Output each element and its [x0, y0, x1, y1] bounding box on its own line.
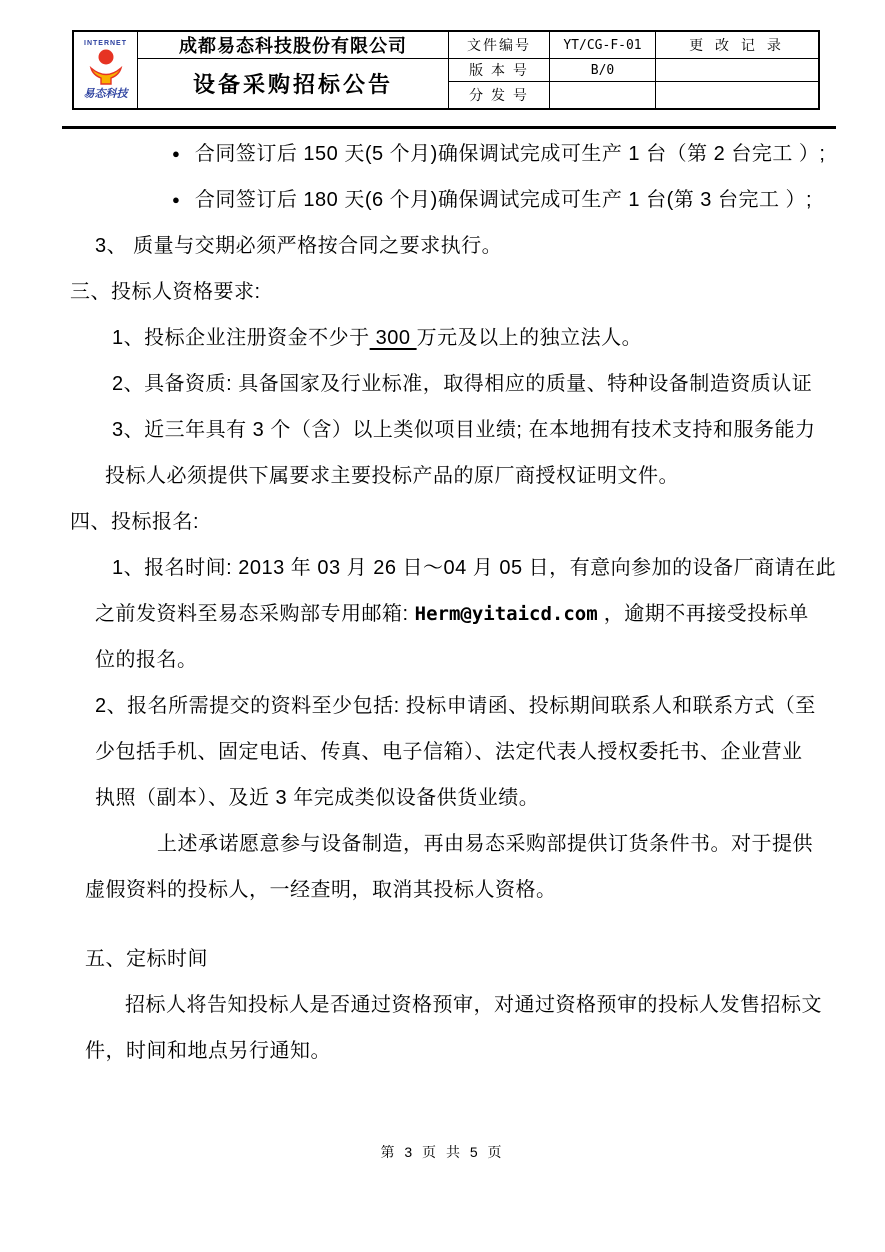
doc-line [0, 591, 885, 637]
bullet-line [0, 177, 885, 223]
underlined-value: 300 [369, 327, 417, 349]
text-run: 1、报名时间: 2013 年 03 月 26 日～04 月 05 日，有意向参加的设备厂商请在此 [112, 557, 837, 579]
distribution-label: 分 发 号 [449, 82, 550, 109]
doc-line [0, 269, 885, 315]
logo-torch-icon [86, 48, 126, 88]
version-label: 版 本 号 [449, 59, 550, 82]
bullet-line [0, 131, 885, 177]
logo-brand-text: 易态科技 [83, 87, 128, 100]
change-record-cell-empty [656, 82, 820, 109]
doc-line [0, 729, 885, 775]
page-number-text: 第 3 页 共 5 页 [380, 1144, 505, 1160]
doc-line [0, 453, 885, 499]
text-run: 投标人必须提供下属要求主要投标产品的原厂商授权证明文件。 [105, 465, 679, 487]
change-record-title: 更 改 记 录 [656, 31, 820, 59]
text-run: 3、近三年具有 3 个（含）以上类似项目业绩; 在本地拥有技术支持和服务能力 [112, 419, 816, 441]
doc-line [0, 1028, 885, 1074]
doc-number-value: YT/CG-F-01 [550, 31, 656, 59]
company-name: 成都易态科技股份有限公司 [138, 31, 449, 59]
doc-line [0, 683, 885, 729]
document-body [0, 131, 885, 1074]
text-run: 招标人将告知投标人是否通过资格预审，对通过资格预审的投标人发售招标文 [125, 994, 822, 1016]
change-record-cell-empty [656, 59, 820, 82]
doc-line [0, 407, 885, 453]
header-divider [62, 126, 836, 129]
doc-line [0, 775, 885, 821]
text-run: 3、 质量与交期必须严格按合同之要求执行。 [95, 235, 503, 257]
doc-line [0, 361, 885, 407]
text-run: ，逾期不再接受投标单 [597, 603, 809, 625]
distribution-value [550, 82, 656, 109]
text-run: 五、定标时间 [85, 948, 208, 970]
text-run: 合同签订后 180 天(6 个月)确保调试完成可生产 1 台(第 3 台完工 ）; [194, 189, 813, 211]
text-run: 件，时间和地点另行通知。 [85, 1040, 331, 1062]
doc-number-label: 文件编号 [449, 31, 550, 59]
doc-line [0, 545, 885, 591]
company-logo [73, 31, 138, 109]
logo-box [74, 38, 137, 102]
email-text: Herm@yitaicd.com [414, 603, 598, 625]
bullet-icon: ● [172, 192, 180, 207]
doc-line [0, 982, 885, 1028]
doc-line [0, 223, 885, 269]
text-run: 2、具备资质: 具备国家及行业标准，取得相应的质量、特种设备制造资质认证 [112, 373, 813, 395]
doc-line [0, 821, 885, 867]
logo-internet-text: INTERNET [84, 39, 127, 47]
bullet-icon: ● [172, 146, 180, 161]
doc-line [0, 315, 885, 361]
text-run: 合同签订后 150 天(5 个月)确保调试完成可生产 1 台（第 2 台完工 ）; [194, 143, 826, 165]
document-header-table [72, 30, 820, 110]
text-run: 2、报名所需提交的资料至少包括: 投标申请函、投标期间联系人和联系方式（至 [95, 695, 816, 717]
doc-line [0, 867, 885, 913]
doc-title: 设备采购招标公告 [138, 59, 449, 109]
doc-line [0, 499, 885, 545]
doc-line [0, 936, 885, 982]
text-run: 虚假资料的投标人，一经查明，取消其投标人资格。 [85, 879, 557, 901]
text-run: 四、投标报名: [70, 511, 200, 533]
text-run: 执照（副本）、及近 3 年完成类似设备供货业绩。 [95, 787, 540, 809]
text-run: 少包括手机、固定电话、传真、电子信箱）、法定代表人授权委托书、企业营业 [95, 741, 803, 763]
doc-line [0, 637, 885, 683]
page-footer [0, 1142, 885, 1162]
text-run: 三、投标人资格要求: [70, 281, 261, 303]
text-run: 位的报名。 [95, 649, 198, 671]
text-run: 之前发资料至易态采购部专用邮箱: [95, 603, 415, 625]
text-run: 万元及以上的独立法人。 [416, 327, 643, 349]
text-run: 1、投标企业注册资金不少于 [112, 327, 370, 349]
version-value: B/0 [550, 59, 656, 82]
text-run: 上述承诺愿意参与设备制造，再由易态采购部提供订货条件书。对于提供 [157, 833, 813, 855]
